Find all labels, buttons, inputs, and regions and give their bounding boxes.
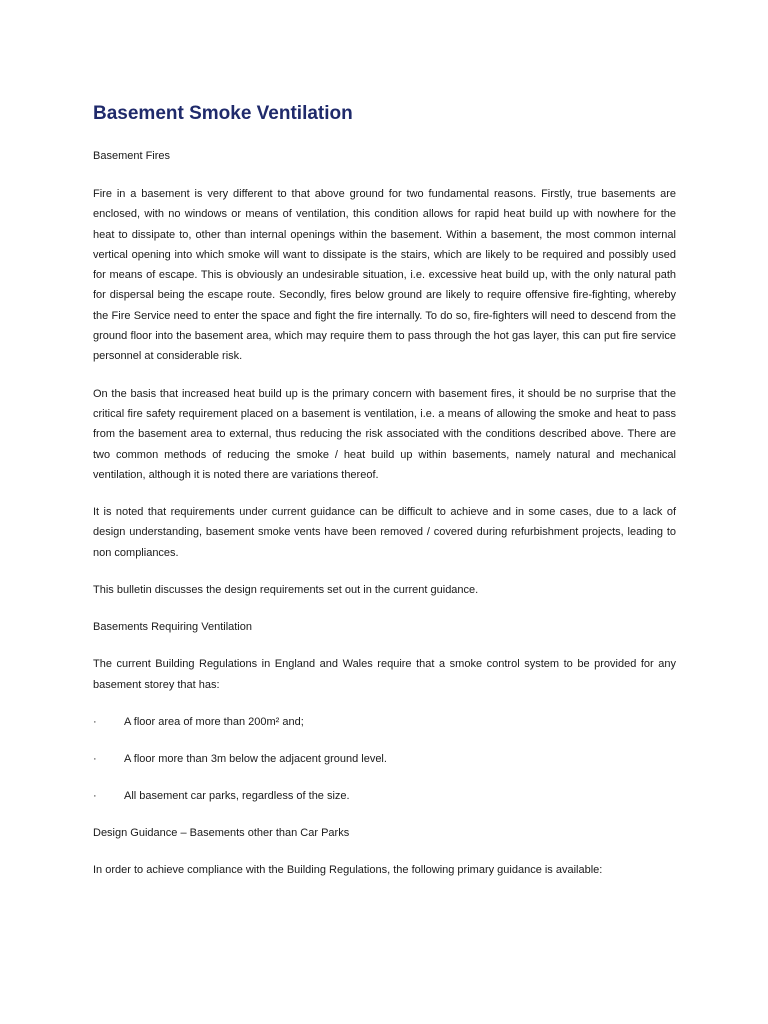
list-item xyxy=(93,749,676,769)
bullet-text: All basement car parks, regardless of the size. xyxy=(124,789,350,802)
list-item xyxy=(93,712,676,732)
bullet-text: A floor area of more than 200m² and; xyxy=(124,715,304,728)
paragraph-bulletin-scope: This bulletin discusses the design requirements set out in the current guidance. xyxy=(93,584,479,597)
paragraph-heat-build-up: On the basis that increased heat build up is the primary concern with basement fires, it should be no surprise that the critical fire safety requirement placed on a basement is ventilation, i.e. a means of allowing the smoke and heat to pass from the basement area to external, thus reducing the risk associated with the conditions described above. There are two common methods of reducing the smoke / heat build up within basements, namely natural and mechanical ventilation, although it is noted there are variations thereof. xyxy=(93,387,676,481)
paragraph-requirements-difficult: It is noted that requirements under current guidance can be difficult to achieve and in some cases, due to a lack of design understanding, basement smoke vents have been removed / covered during refurbishment projects, leading to non compliances. xyxy=(93,506,676,559)
document-page xyxy=(93,103,676,880)
paragraph-building-regulations: The current Building Regulations in England and Wales require that a smoke control system to be provided for any basement storey that has: xyxy=(93,658,676,691)
bullet-text: A floor more than 3m below the adjacent ground level. xyxy=(124,752,387,765)
paragraph-primary-guidance: In order to achieve compliance with the Building Regulations, the following primary guidance is available: xyxy=(93,863,603,876)
list-item xyxy=(93,786,676,806)
paragraph-fire-in-basement: Fire in a basement is very different to that above ground for two fundamental reasons. Firstly, true basements are enclosed, with no windows or means of ventilation, this condition allows for rapid heat build up with nowhere for the heat to dissipate to, other than internal openings within the basement. Within a basement, the most common internal vertical opening into which smoke will want to dissipate is the stairs, which are likely to be required and possibly used for means of escape. This is obviously an undesirable situation, i.e. excessive heat build up, with the only natural path for dispersal being the escape route. Secondly, fires below ground are likely to require offensive fire-fighting, whereby the Fire Service need to enter the space and fight the fire internally. To do so, fire-fighters will need to descend from the ground floor into the basement area, which may require them to pass through the hot gas layer, this can put fire service personnel at considerable risk. xyxy=(93,188,676,363)
bullet-marker: · xyxy=(93,715,97,728)
heading-basements-requiring-ventilation: Basements Requiring Ventilation xyxy=(93,621,252,634)
heading-basement-fires: Basement Fires xyxy=(93,150,171,162)
bullet-marker: · xyxy=(93,789,97,802)
heading-design-guidance: Design Guidance – Basements other than Car Parks xyxy=(93,826,350,839)
bullet-marker: · xyxy=(93,752,97,765)
page-title: Basement Smoke Ventilation xyxy=(93,103,353,124)
